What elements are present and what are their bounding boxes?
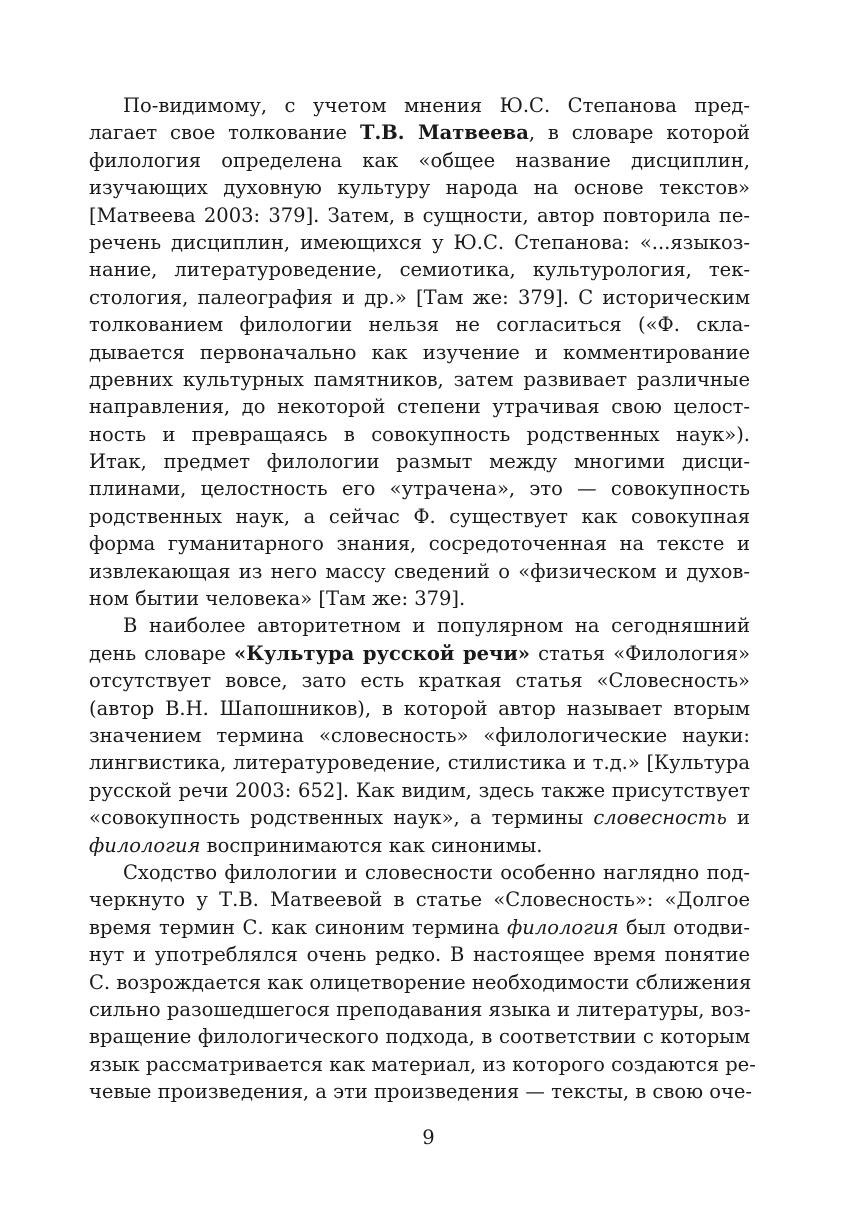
text-line bbox=[89, 119, 750, 146]
text-segment: был отодви- bbox=[618, 915, 750, 939]
text-line bbox=[89, 174, 750, 201]
text-segment: лагает свое толкование bbox=[89, 121, 360, 145]
text-segment: отсутствует вовсе, зато есть краткая статья «Словесность» bbox=[89, 669, 750, 693]
text-segment: ность и превращаясь в совокупность родственных наук»). bbox=[89, 422, 750, 446]
text-segment: день словаре bbox=[89, 641, 235, 665]
text-segment: нание, литературоведение, семиотика, культурология, тек- bbox=[89, 258, 750, 282]
text-line bbox=[89, 202, 750, 229]
text-segment: и bbox=[726, 806, 750, 830]
text-segment: филология определена как «общее название дисциплин, bbox=[89, 148, 750, 172]
text-line bbox=[89, 804, 750, 831]
text-segment: родственных наук, а сейчас Ф. существует как совокупная bbox=[89, 504, 750, 528]
text-line bbox=[89, 393, 750, 420]
text-segment: язык рассматривается как материал, из которого создаются ре- bbox=[89, 1052, 756, 1076]
text-line bbox=[89, 612, 750, 639]
text-segment: Итак, предмет филологии размыт между многими дисци- bbox=[89, 450, 750, 474]
text-line bbox=[89, 421, 750, 448]
text-segment: древних культурных памятников, затем развивает различные bbox=[89, 367, 750, 391]
text-segment: чевые произведения, а эти произведения — тексты, в свою оче- bbox=[89, 1080, 753, 1104]
text-line bbox=[89, 640, 750, 667]
text-line bbox=[89, 92, 750, 119]
text-segment: ном бытии человека» [Там же: 379]. bbox=[89, 587, 466, 611]
text-segment: вращение филологического подхода, в соответствии с которым bbox=[89, 1025, 750, 1049]
text-segment: лингвистика, литературоведение, стилистика и т.д.» [Культура bbox=[89, 751, 750, 775]
text-segment: дывается первоначально как изучение и комментирование bbox=[89, 340, 750, 364]
text-line bbox=[89, 886, 750, 913]
text-line bbox=[89, 585, 750, 612]
text-segment: [Матвеева 2003: 379]. Затем, в сущности, автор повторила пе- bbox=[89, 203, 750, 227]
text-segment: черкнуто у Т.В. Матвеевой в статье «Словесность»: «Долгое bbox=[89, 888, 750, 912]
text-line bbox=[89, 777, 750, 804]
text-line bbox=[89, 695, 750, 722]
text-segment: русской речи 2003: 652]. Как видим, здесь также присутствует bbox=[89, 778, 750, 802]
text-segment: время термин С. как синоним термина bbox=[89, 915, 508, 939]
text-line bbox=[89, 914, 750, 941]
text-line bbox=[89, 311, 750, 338]
text-line bbox=[89, 558, 750, 585]
text-line bbox=[89, 339, 750, 366]
text-segment: форма гуманитарного знания, сосредоточенная на тексте и bbox=[89, 532, 750, 556]
text-line bbox=[89, 256, 750, 283]
bold-text: «Культура русской речи» bbox=[234, 641, 530, 665]
bold-text: Т.В. Матвеева bbox=[359, 121, 529, 145]
text-line bbox=[89, 667, 750, 694]
text-line bbox=[89, 969, 750, 996]
text-line bbox=[89, 530, 750, 557]
text-line bbox=[89, 284, 750, 311]
text-segment: извлекающая из него массу сведений о «физическом и духов- bbox=[89, 559, 750, 583]
text-segment: Сходство филологии и словесности особенно наглядно под- bbox=[123, 860, 750, 884]
page-number: 9 bbox=[422, 1126, 435, 1149]
text-line bbox=[89, 229, 750, 256]
text-line bbox=[89, 448, 750, 475]
text-segment: нут и употреблялся очень редко. В настоящее время понятие bbox=[89, 943, 750, 967]
text-line bbox=[89, 832, 750, 859]
italic-text: филология bbox=[507, 915, 619, 939]
text-line bbox=[89, 996, 750, 1023]
text-line bbox=[89, 749, 750, 776]
page-body bbox=[89, 92, 756, 1105]
text-line bbox=[89, 366, 750, 393]
text-segment: толкованием филологии нельзя не согласиться («Ф. скла- bbox=[89, 313, 750, 337]
text-segment: плинами, целостность его «утрачена», это — совокупность bbox=[89, 477, 750, 501]
italic-text: словесность bbox=[593, 806, 727, 830]
text-line bbox=[89, 503, 750, 530]
text-segment: воспринимаются как синонимы. bbox=[200, 833, 543, 857]
text-line bbox=[89, 1023, 750, 1050]
text-line bbox=[89, 722, 750, 749]
text-segment: изучающих духовную культуру народа на основе текстов» bbox=[89, 176, 750, 200]
text-segment: С. возрождается как олицетворение необходимости сближения bbox=[89, 970, 752, 994]
text-segment: сильно разошедшегося преподавания языка и литературы, воз- bbox=[89, 997, 751, 1021]
paragraph bbox=[89, 92, 750, 612]
italic-text: филология bbox=[89, 833, 201, 857]
text-segment: стология, палеография и др.» [Там же: 379]. С историческим bbox=[89, 285, 750, 309]
text-segment: По-видимому, с учетом мнения Ю.С. Степанова пред- bbox=[123, 94, 750, 117]
text-segment: (автор В.Н. Шапошников), в которой автор называет вторым bbox=[89, 696, 750, 720]
text-segment: направления, до некоторой степени утрачивая свою целост- bbox=[89, 395, 750, 419]
text-segment: «совокупность родственных наук», а термины bbox=[89, 806, 594, 830]
text-segment: речень дисциплин, имеющихся у Ю.С. Степанова: «...языкоз- bbox=[89, 230, 750, 254]
paragraph bbox=[89, 859, 756, 1106]
text-line bbox=[89, 941, 750, 968]
text-line bbox=[89, 475, 750, 502]
text-segment: , в словаре которой bbox=[528, 121, 750, 145]
text-line bbox=[89, 147, 750, 174]
text-line bbox=[89, 859, 750, 886]
text-line bbox=[89, 1078, 753, 1105]
text-segment: статья «Филология» bbox=[529, 641, 751, 665]
text-segment: В наиболее авторитетном и популярном на сегодняшний bbox=[123, 614, 750, 638]
paragraph bbox=[89, 612, 750, 859]
text-line bbox=[89, 1051, 756, 1078]
text-segment: значением термина «словесность» «филологические науки: bbox=[89, 723, 750, 747]
